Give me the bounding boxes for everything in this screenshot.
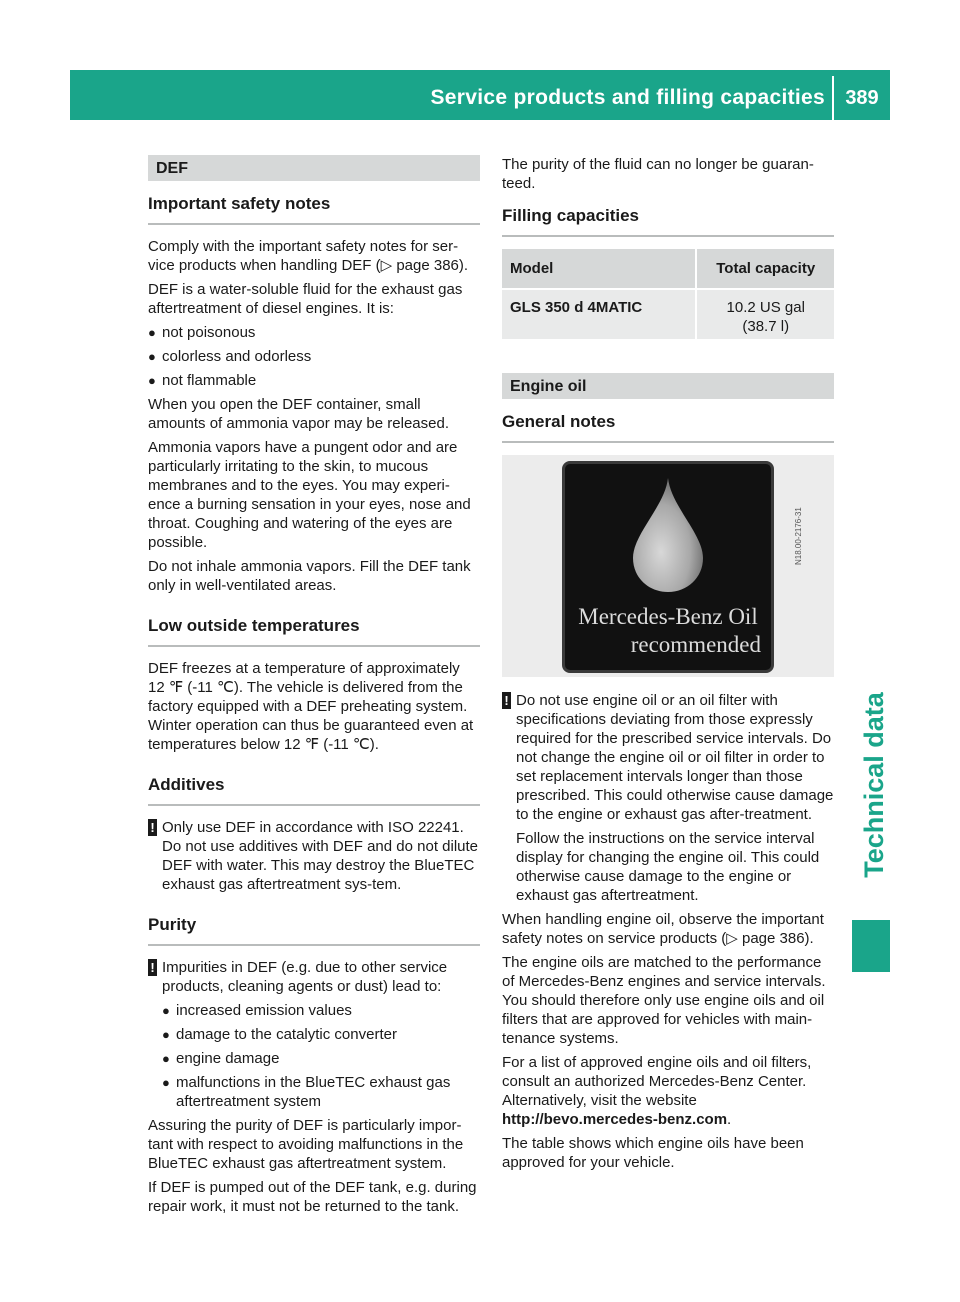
column-header-model: Model	[502, 249, 696, 289]
heading-filling-capacities: Filling capacities	[502, 205, 834, 237]
capacity-us: 10.2 US gal	[726, 299, 805, 316]
table-row	[502, 289, 834, 339]
section-title-engine-oil: Engine oil	[502, 373, 834, 399]
purity-warning	[148, 958, 480, 996]
engine-oil-paragraph-4: The table shows which engine oils have been approved for your vehicle.	[502, 1135, 804, 1171]
list-item	[162, 1025, 480, 1044]
purity-warning-text: Impurities in DEF (e.g. due to other service products, cleaning agents or dust) lead to:	[162, 959, 448, 995]
engine-oil-paragraph-2: The engine oils are matched to the performance of Mercedes-Benz engines and service intervals. You should therefore only use engine oils and oil filters that are approved for vehicles with main-tenance systems.	[502, 954, 826, 1047]
list-item	[148, 323, 480, 342]
purity-list	[148, 1001, 480, 1111]
list-item	[148, 371, 480, 390]
cell-capacity	[696, 289, 834, 339]
side-tab-label: Technical data	[859, 692, 889, 878]
heading-purity: Purity	[148, 914, 480, 946]
list-item	[162, 1001, 480, 1020]
heading-important-safety-notes: Important safety notes	[148, 193, 480, 225]
list-item-text: colorless and odorless	[162, 348, 312, 365]
mercedes-oil-sign	[562, 461, 774, 673]
page-number: 389	[845, 87, 879, 109]
engine-oil-warning-text-1: Do not use engine oil or an oil filter with specifications deviating from those expressly required for the prescribed service intervals. Do not change the engine oil or oil filter in order to set replacement intervals longer than those prescribed. This could otherwise cause damage to the engine or exhaust gas after-treatment.	[516, 692, 834, 823]
list-item	[162, 1073, 480, 1111]
additives-warning-text: Only use DEF in accordance with ISO 22241. Do not use additives with DEF and do not dilute DEF with water. This may destroy the BlueTEC exhaust gas aftertreatment sys-tem.	[162, 819, 479, 893]
warning-icon: !	[148, 959, 157, 976]
oil-figure	[502, 455, 834, 677]
list-item-text: damage to the catalytic converter	[176, 1026, 397, 1043]
bullet-icon: ●	[162, 1003, 170, 1018]
safety-paragraph-4: Ammonia vapors have a pungent odor and are particularly irritating to the skin, to mucous membranes and to the eyes. You may experi-ence a burning sensation in your eyes, nose and throat. Coughing and watering of the eyes are possible.	[148, 439, 471, 551]
oil-drop-icon	[625, 476, 711, 594]
engine-oil-warning-text-2: Follow the instructions on the service interval display for changing the engine oil. This could otherwise cause damage to the engine or exhaust gas aftertreatment.	[516, 830, 820, 904]
safety-paragraph-3: When you open the DEF container, small amounts of ammonia vapor may be released.	[148, 396, 449, 432]
heading-general-notes: General notes	[502, 411, 834, 443]
left-column	[148, 155, 480, 1221]
list-item-text: engine damage	[176, 1050, 280, 1067]
list-item	[162, 1049, 480, 1068]
purity-paragraph-3: The purity of the fluid can no longer be guaran-teed.	[502, 156, 814, 192]
safety-paragraph-1	[148, 237, 480, 275]
purity-paragraph-2: If DEF is pumped out of the DEF tank, e.g. during repair work, it must not be returned to the tank.	[148, 1179, 477, 1215]
engine-oil-p3-text: For a list of approved engine oils and oil filters, consult an authorized Mercedes-Benz Center. Alternatively, visit the website	[502, 1054, 812, 1109]
section-title-def: DEF	[148, 155, 480, 181]
right-column	[502, 155, 834, 1177]
oil-sign-line-1: Mercedes-Benz Oil	[578, 604, 758, 629]
heading-additives: Additives	[148, 774, 480, 806]
list-item-text: malfunctions in the BlueTEC exhaust gas aftertreatment system	[176, 1074, 451, 1110]
additives-warning	[148, 818, 480, 894]
bullet-icon: ●	[148, 373, 156, 388]
safety-paragraph-5: Do not inhale ammonia vapors. Fill the DEF tank only in well-ventilated areas.	[148, 558, 471, 594]
safety-paragraph-2: DEF is a water-soluble fluid for the exhaust gas aftertreatment of diesel engines. It is:	[148, 281, 463, 317]
bullet-icon: ●	[162, 1051, 170, 1066]
list-item-text: not flammable	[162, 372, 257, 389]
warning-icon: !	[148, 819, 157, 836]
bullet-icon: ●	[148, 325, 156, 340]
list-item-text: not poisonous	[162, 324, 256, 341]
capacity-metric: (38.7 l)	[742, 318, 790, 335]
link-suffix: .	[727, 1111, 732, 1128]
safety-p1-text[interactable]: Comply with the important safety notes for ser-vice products when handling DEF (▷ page 386).	[148, 238, 469, 274]
bullet-icon: ●	[162, 1027, 170, 1042]
bullet-icon: ●	[162, 1075, 170, 1090]
cell-model: GLS 350 d 4MATIC	[502, 289, 696, 339]
bevo-website-link[interactable]: http://bevo.mercedes-benz.com	[502, 1111, 728, 1128]
low-temp-paragraph: DEF freezes at a temperature of approximately 12 ℉ (-11 ℃). The vehicle is delivered from the factory equipped with a DEF preheating system. Winter operation can thus be guaranteed even at temperatures below 12 ℉ (-11 ℃).	[148, 660, 474, 753]
table-header-row	[502, 249, 834, 289]
warning-icon: !	[502, 692, 511, 709]
engine-oil-paragraph-3	[502, 1053, 834, 1129]
engine-oil-paragraph-1: When handling engine oil, observe the important safety notes on service products (▷ page 386).	[502, 911, 824, 947]
side-tab-marker	[852, 920, 890, 972]
page-header-title: Service products and filling capacities	[430, 86, 825, 109]
purity-paragraph-1: Assuring the purity of DEF is particularly impor-tant with respect to avoiding malfunctions in the BlueTEC exhaust gas aftertreatment system.	[148, 1117, 464, 1172]
filling-capacity-table	[502, 249, 834, 339]
engine-oil-warning	[502, 691, 834, 905]
bullet-icon: ●	[148, 349, 156, 364]
side-tab[interactable]	[852, 640, 896, 930]
figure-reference: N18.00-2176-31	[794, 507, 803, 565]
list-item-text: increased emission values	[176, 1002, 352, 1019]
heading-low-outside-temperatures: Low outside temperatures	[148, 615, 480, 647]
list-item	[148, 347, 480, 366]
column-header-total-capacity: Total capacity	[696, 249, 834, 289]
oil-sign-line-2: recommended	[630, 632, 761, 657]
